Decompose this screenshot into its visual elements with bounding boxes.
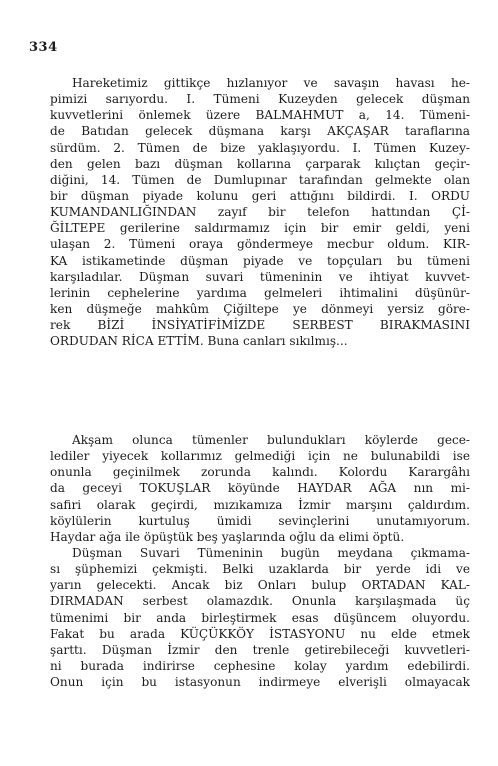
text-line: de Batıdan gelecek düşmana karşı AKÇAŞAR taraflarına bbox=[50, 124, 470, 139]
text-line: onunla geçinilmek zorunda kalındı. Kolordu Karargâhı bbox=[50, 465, 470, 480]
text-line: Fakat bu arada KÜÇÜKKÖY İSTASYONU nu elde etmek bbox=[50, 626, 470, 641]
text-line: yarın gelecekti. Ancak biz Onları bulup ORTADAN KAL- bbox=[50, 578, 470, 593]
paragraph-2 bbox=[50, 432, 470, 545]
text-line: lediler yiyecek kollarımız gelmediği için ne bulunabildi ise bbox=[50, 449, 470, 464]
text-line: den gelen bazı düşman kollarına çarparak kılıçtan geçir- bbox=[50, 156, 470, 171]
text-line: da geceyi TOKUŞLAR köyünde HAYDAR AĞA nın mi- bbox=[50, 481, 470, 496]
text-line: kuvvetlerini önlemek üzere BALMAHMUT a, 14. Tümeni- bbox=[50, 108, 470, 123]
text-line: karşıladılar. Düşman suvari tümeninin ve ihtiyat kuvvet- bbox=[50, 269, 470, 284]
text-line: Hareketimiz gittikçe hızlanıyor ve savaşın havası he- bbox=[72, 76, 470, 90]
paragraph-group-2 bbox=[50, 432, 470, 690]
text-line: ORDUDAN RİCA ETTİM. Buna canları sıkılmış... bbox=[50, 334, 348, 349]
text-line: sürdüm. 2. Tümen de bize yaklaşıyordu. I. Tümen Kuzey- bbox=[50, 140, 470, 155]
text-line: ĞİLTEPE gerilerine saldırmamız için bir emir geldi, yeni bbox=[50, 221, 470, 236]
text-line: tümenimi bir anda birleştirmek esas düşüncem oluyordu. bbox=[50, 610, 470, 625]
paragraph-1 bbox=[50, 75, 470, 349]
text-line: rek BİZİ İNSİYATİFİMİZDE SERBEST BIRAKMASINI bbox=[50, 318, 470, 333]
text-line: sı şüphemizi çekmişti. Belki uzaklarda bir yerde idi ve bbox=[50, 562, 470, 577]
text-line: safiri olarak geçirdi, mızıkamıza İzmir marşını çaldırdım. bbox=[50, 497, 470, 512]
page-number: 334 bbox=[29, 40, 58, 55]
paragraph-3 bbox=[50, 545, 470, 690]
text-line: pimizi sarıyordu. I. Tümeni Kuzeyden gelecek düşman bbox=[50, 92, 470, 107]
text-line: Haydar ağa ile öpüştük beş yaşlarında oğlu da elimi öptü. bbox=[50, 529, 405, 544]
text-line: Onun için bu istasyonun indirmeye elverişli olmayacak bbox=[50, 675, 470, 690]
text-line: ken düşmeğe mahkûm Çiğiltepe ye dönmeyi yersiz göre- bbox=[50, 301, 470, 316]
text-line: KA istikametinde düşman piyade ve topçuları bu tümeni bbox=[50, 253, 470, 268]
text-line: ni burada indirirse cephesine kolay yardım edebilirdi. bbox=[50, 658, 470, 673]
text-line: diğini, 14. Tümen de Dumlupınar tarafından gelmekte olan bbox=[50, 172, 470, 187]
text-line: Düşman Suvari Tümeninin bugün meydana çıkmama- bbox=[72, 545, 470, 560]
text-line: lerinin cephelerine yardıma gelmeleri ihtimalini düşünür- bbox=[50, 285, 470, 300]
text-line: DIRMADAN serbest olamazdık. Onunla karşılaşmada üç bbox=[50, 594, 470, 609]
text-line: bir düşman piyade kolunu geri attığını bildirdi. I. ORDU bbox=[50, 188, 470, 203]
text-line: Akşam olunca tümenler bulundukları köylerde gece- bbox=[72, 433, 470, 447]
text-line: KUMANDANLIĞINDAN zayıf bir telefon hattından Çİ- bbox=[50, 205, 470, 220]
text-line: şarttı. Düşman İzmir den trenle getirebileceği kuvvetleri- bbox=[50, 642, 470, 657]
text-line: köylülerin kurtuluş ümidi sevinçlerini unutamıyorum. bbox=[50, 513, 470, 528]
text-line: ulaşan 2. Tümeni oraya göndermeye mecbur oldum. KIR- bbox=[50, 237, 470, 252]
